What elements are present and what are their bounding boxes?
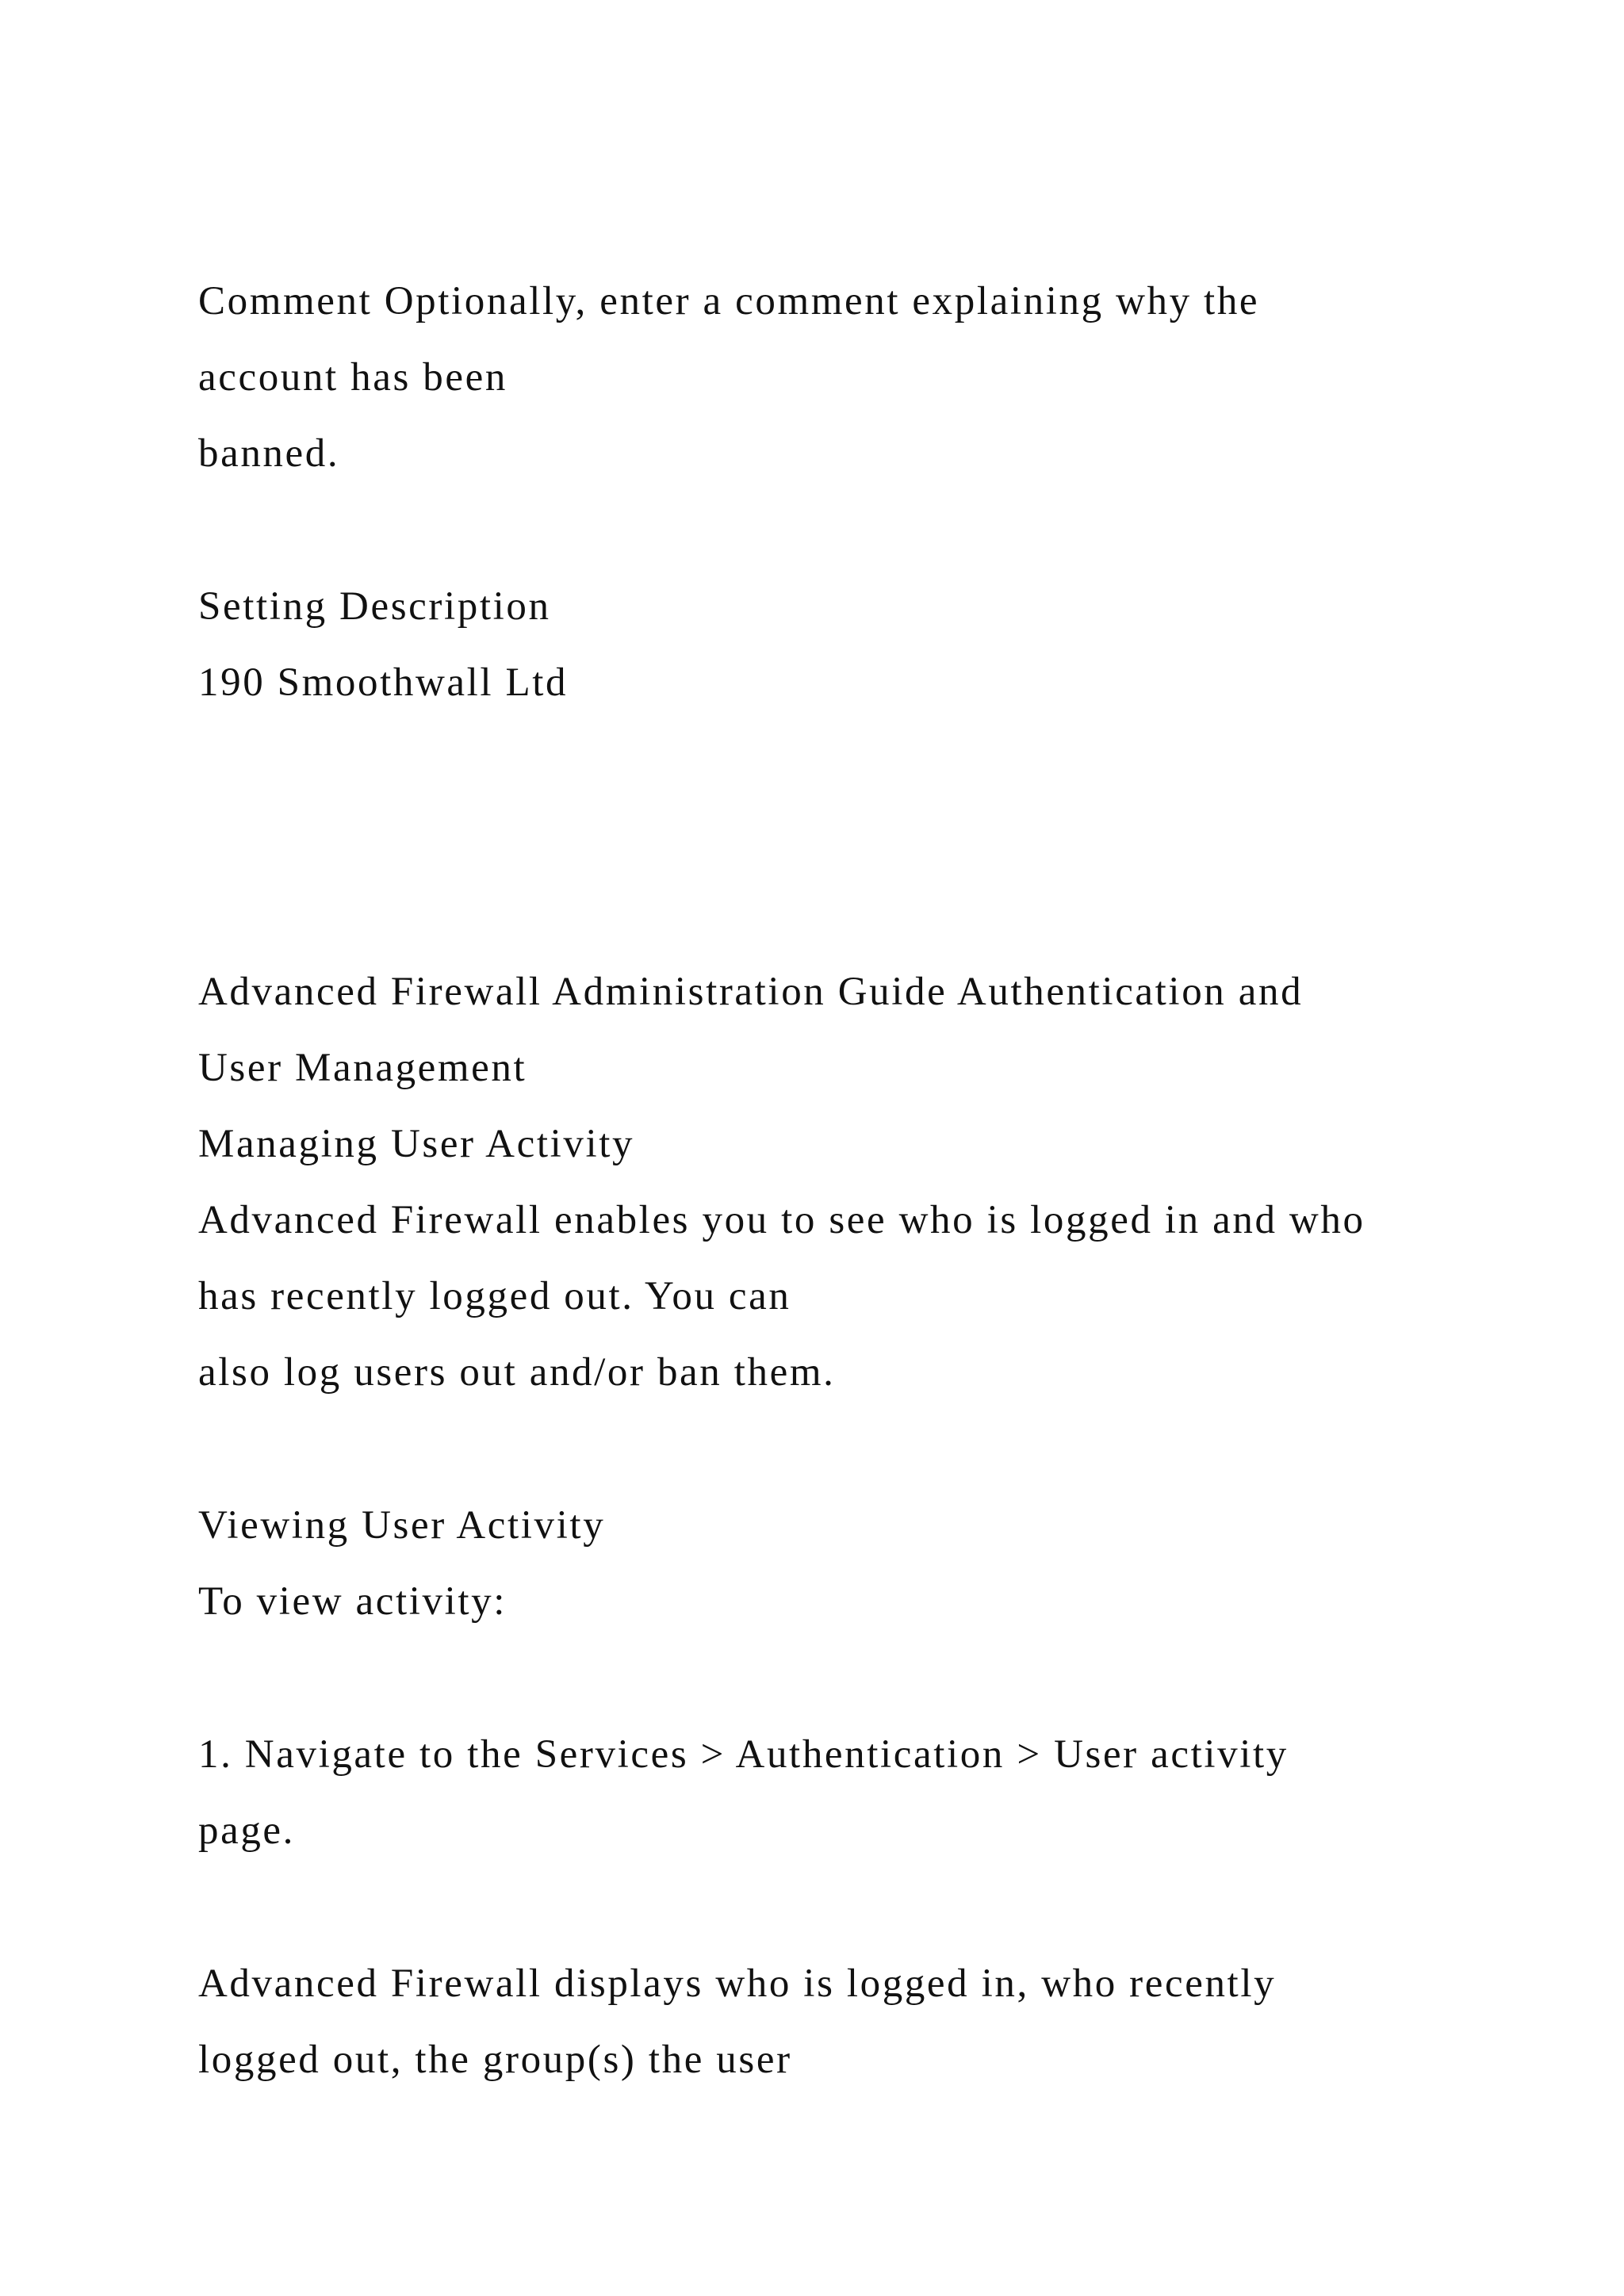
paragraph-line-1: Advanced Firewall enables you to see who is logged in and who	[198, 1198, 1365, 1242]
section-heading: Managing User Activity	[198, 1122, 635, 1166]
table-header-setting-description: Setting Description	[198, 584, 551, 629]
paragraph-line-3: also log users out and/or ban them.	[198, 1350, 836, 1395]
step-1-line-2: page.	[198, 1808, 296, 1853]
comment-setting-line-3: banned.	[198, 431, 340, 476]
procedure-intro: To view activity:	[198, 1579, 508, 1624]
page-footer: 190 Smoothwall Ltd	[198, 660, 569, 705]
paragraph-line-2: has recently logged out. You can	[198, 1274, 791, 1318]
page-header-line-1: Advanced Firewall Administration Guide Authentication and	[198, 970, 1304, 1014]
page-header-line-2: User Management	[198, 1046, 527, 1090]
result-line-1: Advanced Firewall displays who is logged in, who recently	[198, 1961, 1277, 2006]
subsection-heading: Viewing User Activity	[198, 1503, 606, 1548]
comment-setting-line-2: account has been	[198, 355, 508, 400]
step-1-line-1: 1. Navigate to the Services > Authentication > User activity	[198, 1732, 1289, 1777]
result-line-2: logged out, the group(s) the user	[198, 2038, 792, 2082]
comment-setting-line-1: Comment Optionally, enter a comment explaining why the	[198, 279, 1260, 323]
